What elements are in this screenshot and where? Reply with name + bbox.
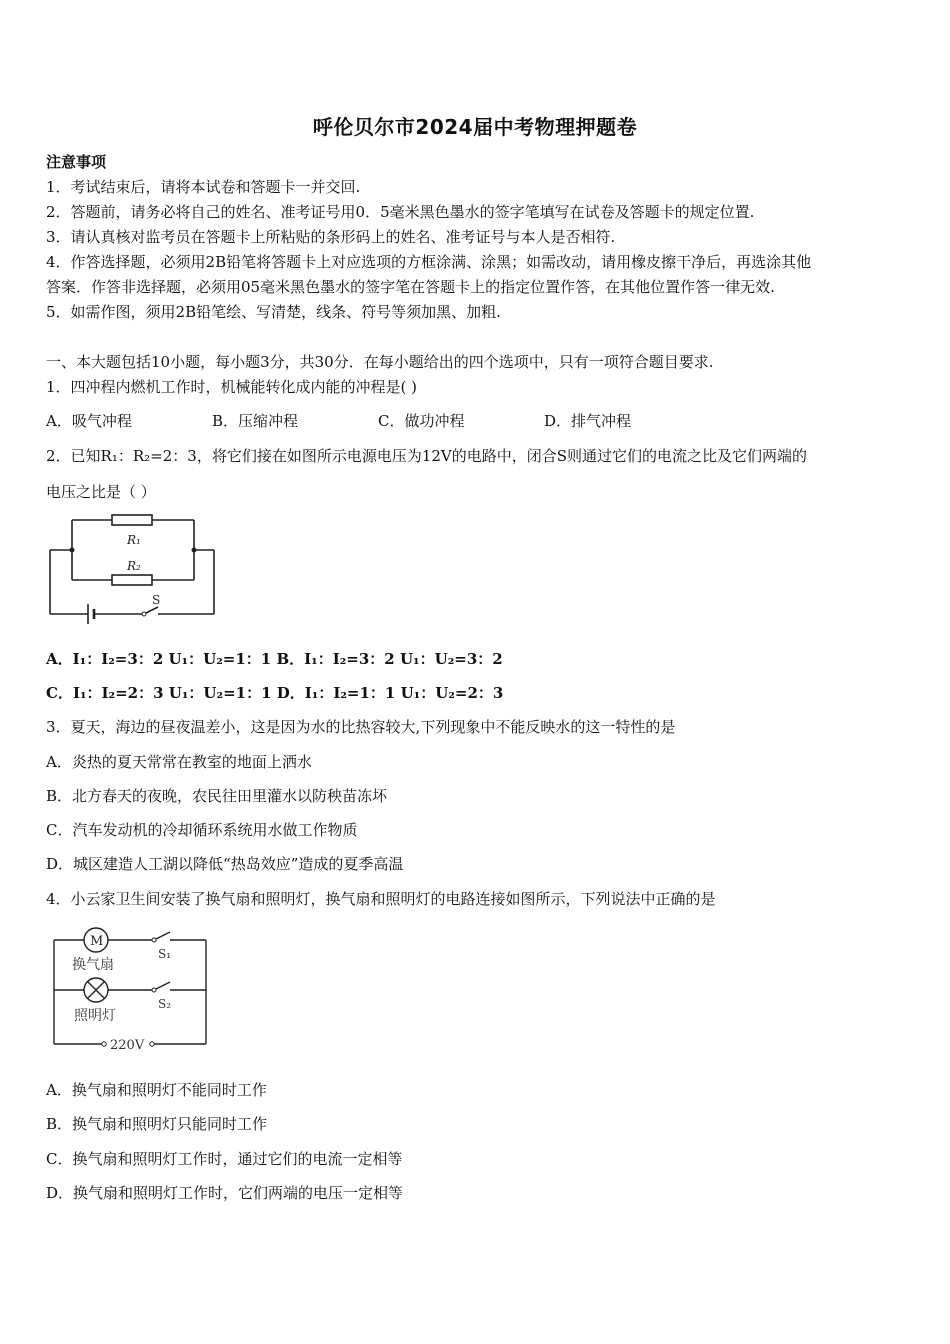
section-heading: 一、本大题包括10小题，每小题3分，共30分．在每小题给出的四个选项中，只有一项符合题目要求.: [46, 353, 714, 371]
option-c: C．做功冲程: [378, 412, 465, 430]
lamp-label: 照明灯: [74, 1008, 116, 1024]
fan-label: 换气扇: [72, 957, 114, 973]
switch-label: S: [152, 593, 161, 607]
fan-lamp-circuit-diagram: [46, 922, 216, 1052]
notes-item: 1．考试结束后，请将本试卷和答题卡一并交回.: [46, 178, 361, 196]
question-2-stem-cont: 电压之比是（ ）: [46, 483, 156, 501]
option-c: C．汽车发动机的冷却循环系统用水做工作物质: [46, 821, 358, 839]
notes-item: 5．如需作图，须用2B铅笔绘、写清楚，线条、符号等须加黑、加粗.: [46, 303, 501, 321]
option-a: A．吸气冲程: [46, 412, 132, 430]
option-a: A．炎热的夏天常常在教室的地面上洒水: [46, 753, 312, 771]
option-d: D．城区建造人工湖以降低“热岛效应”造成的夏季高温: [46, 855, 404, 873]
question-2-options-ab: A．I₁：I₂=3：2 U₁：U₂=1：1 B．I₁：I₂=3：2 U₁：U₂=3：2: [46, 650, 503, 668]
option-d: D．排气冲程: [544, 412, 632, 430]
notes-item: 4．作答选择题，必须用2B铅笔将答题卡上对应选项的方框涂满、涂黑；如需改动，请用橡皮擦干净后，再选涂其他: [46, 253, 812, 271]
option-b: B．北方春天的夜晚，农民往田里灌水以防秧苗冻坏: [46, 787, 388, 805]
option-d: D．换气扇和照明灯工作时，它们两端的电压一定相等: [46, 1184, 404, 1202]
r1-label: R₁: [127, 533, 141, 547]
question-2-stem: 2．已知R₁：R₂=2：3，将它们接在如图所示电源电压为12V的电路中，闭合S则通过它们的电流之比及它们两端的: [46, 447, 808, 465]
question-1-stem: 1．四冲程内燃机工作时，机械能转化成内能的冲程是( ): [46, 378, 418, 396]
notes-item: 答案．作答非选择题，必须用05毫米黑色墨水的签字笔在答题卡上的指定位置作答，在其他位置作答一律无效.: [46, 278, 775, 296]
question-1-options: [46, 411, 631, 431]
notes-item: 2．答题前，请务必将自己的姓名、准考证号用0．5毫米黑色墨水的签字笔填写在试卷及答题卡的规定位置.: [46, 203, 755, 221]
r2-label: R₂: [127, 559, 141, 573]
question-4-stem: 4．小云家卫生间安装了换气扇和照明灯，换气扇和照明灯的电路连接如图所示，下列说法中正确的是: [46, 890, 716, 908]
page-title: 呼伦贝尔市2024届中考物理押题卷: [312, 115, 638, 139]
switch-s2-label: S₂: [158, 997, 172, 1011]
option-b: B．换气扇和照明灯只能同时工作: [46, 1115, 268, 1133]
parallel-resistor-circuit-diagram: [44, 510, 224, 628]
motor-symbol-label: M: [90, 934, 104, 949]
question-2-options-cd: C．I₁：I₂=2：3 U₁：U₂=1：1 D．I₁：I₂=1：1 U₁：U₂=2：3: [46, 684, 504, 702]
switch-s1-label: S₁: [158, 947, 172, 961]
notes-heading: 注意事项: [46, 153, 107, 171]
option-c: C．换气扇和照明灯工作时，通过它们的电流一定相等: [46, 1150, 403, 1168]
question-3-stem: 3．夏天，海边的昼夜温差小，这是因为水的比热容较大,下列现象中不能反映水的这一特性的是: [46, 718, 676, 736]
option-b: B．压缩冲程: [212, 412, 299, 430]
notes-item: 3．请认真核对监考员在答题卡上所粘贴的条形码上的姓名、准考证号与本人是否相符.: [46, 228, 616, 246]
option-a: A．换气扇和照明灯不能同时工作: [46, 1081, 267, 1099]
voltage-label: 220V: [110, 1038, 145, 1052]
